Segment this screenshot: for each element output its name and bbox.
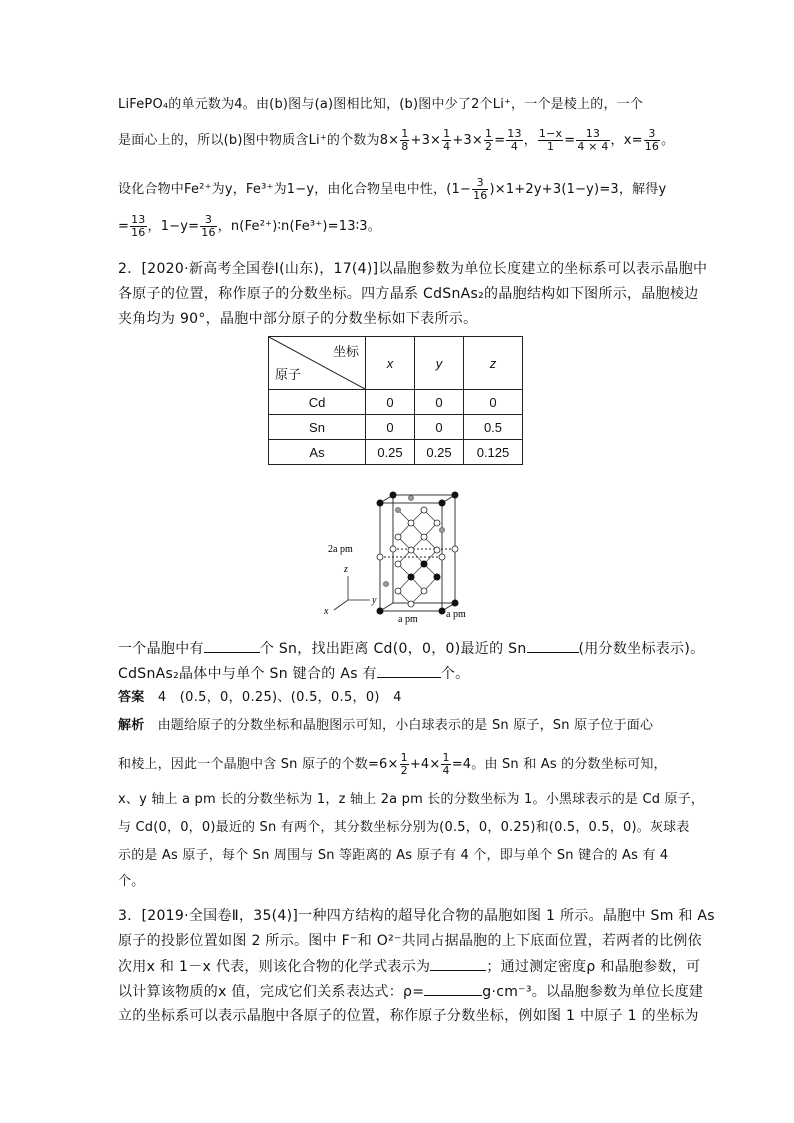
denominator: 16 (644, 140, 660, 153)
question-3-line-5: 立的坐标系可以表示晶胞中各原子的位置，称作原子分数坐标，例如图 1 中原子 1 的坐标为 (118, 1008, 699, 1024)
axis-label-x: x (324, 606, 329, 617)
label-a-pm-side: a pm (446, 609, 466, 620)
analysis-label: 解析 (118, 718, 145, 733)
crystal-structure-figure (318, 488, 478, 626)
fraction (484, 128, 493, 153)
question-3-line-2: 原子的投影位置如图 2 所示。图中 F⁻和 O²⁻共同占据晶胞的上下底面位置，若两者的比例依 (118, 933, 702, 949)
denominator: 16 (131, 226, 146, 239)
value-cell: 0 (415, 390, 464, 415)
fraction (442, 128, 451, 153)
text: ，x= (610, 133, 643, 148)
text: (用分数坐标表示)。 (578, 641, 705, 657)
answer-blank[interactable] (204, 638, 260, 653)
analysis-line-6: 个。 (118, 874, 145, 889)
text: 。 (661, 133, 675, 148)
fraction (441, 752, 450, 777)
analysis-line-4: 与 Cd(0，0，0)最近的 Sn 有两个，其分数坐标分别为(0.5，0，0.25)和(0.5，0.5，0)。灰球表 (118, 820, 690, 835)
text: )×1+2y+3(1−y)=3，解得y (489, 182, 667, 197)
question-2-line-2: 各原子的位置，称作原子的分数坐标。四方晶系 CdSnAs₂的晶胞结构如下图所示，晶胞棱边 (118, 286, 699, 302)
explanation-line-2 (118, 128, 678, 153)
text: +3× (452, 133, 483, 148)
fraction (130, 214, 146, 239)
denominator: 4 × 4 (577, 140, 609, 153)
question-3-line-1: 3．[2019·全国卷Ⅱ，35(4)]一种四方结构的超导化合物的晶胞如图 1 所示。晶胞中 Sm 和 As (118, 908, 715, 924)
axis-label-y: y (372, 595, 377, 606)
text: 次用x 和 1－x 代表，则该化合物的化学式表示为 (118, 959, 431, 975)
question-2-blanks-line-2 (118, 663, 678, 684)
bond-network (398, 510, 437, 604)
fraction (644, 128, 660, 153)
table-row (269, 440, 523, 465)
value-cell: 0.25 (366, 440, 415, 465)
text: 和棱上，因此一个晶胞中含 Sn 原子的个数=6× (118, 757, 399, 772)
text: ， (523, 133, 537, 148)
explanation-line-3 (118, 177, 678, 202)
answer-label: 答案 (118, 690, 145, 705)
answer-blank[interactable] (424, 981, 482, 996)
text: 个。 (440, 666, 470, 682)
unit-cell-frame (380, 495, 455, 611)
denominator: 2 (400, 764, 408, 777)
question-3-line-4 (118, 981, 704, 1002)
text: 设化合物中Fe²⁺为y，Fe³⁺为1−y，由化合物呈电中性，(1− (118, 182, 472, 197)
numerator: 13 (507, 127, 522, 140)
denominator: 4 (442, 764, 450, 777)
col-header-x: x (366, 337, 415, 390)
value-cell: 0.25 (415, 440, 464, 465)
col-header-z: z (464, 337, 523, 390)
answer-blank[interactable] (377, 663, 441, 678)
numerator: 3 (644, 128, 660, 141)
value-cell: 0 (366, 415, 415, 440)
analysis-line-2 (118, 752, 678, 777)
value-cell: 0 (366, 390, 415, 415)
fraction (506, 128, 522, 153)
denominator: 4 (443, 140, 451, 153)
numerator: 1 (401, 127, 409, 140)
analysis-line-3: x、y 轴上 a pm 长的分数坐标为 1，z 轴上 2a pm 长的分数坐标为 1。小黑球表示的是 Cd 原子， (118, 792, 705, 807)
table-row (269, 390, 523, 415)
answer-line (118, 688, 678, 708)
atom-cell: Cd (269, 390, 366, 415)
text: LiFePO₄的单元数为4。由(b)图与(a)图相比知，(b)图中少了2个Li⁺，一个是棱上的，一个 (118, 97, 644, 112)
fraction (538, 128, 563, 153)
text: ，1−y= (147, 219, 200, 234)
text: 一个晶胞中有 (118, 641, 204, 657)
value-cell: 0.125 (464, 440, 523, 465)
numerator: 1 (443, 127, 451, 140)
text: 个 Sn，找出距离 Cd(0，0，0)最近的 Sn (259, 641, 527, 657)
answer-blank[interactable] (430, 956, 486, 971)
text: 以计算该物质的x 值，完成它们关系表达式：ρ= (118, 984, 425, 1000)
denominator: 4 (510, 140, 519, 153)
text: 由题给原子的分数坐标和晶胞图示可知，小白球表示的是 Sn 原子，Sn 原子位于面心 (157, 718, 654, 733)
numerator: 1−x (538, 127, 563, 140)
question-3-line-3 (118, 956, 701, 977)
header-atom: 原子 (275, 367, 302, 382)
header-coordinate: 坐标 (332, 344, 359, 359)
numerator: 3 (200, 214, 216, 227)
text: ，n(Fe²⁺)∶n(Fe³⁺)=13∶3。 (217, 219, 381, 234)
text: = (118, 219, 130, 234)
numerator: 1 (442, 751, 450, 764)
text: = (494, 133, 506, 148)
analysis-line-5: 示的是 As 原子，每个 Sn 周围与 Sn 等距离的 As 原子有 4 个，即与单个 Sn 键合的 As 有 4 (118, 848, 669, 863)
label-2a-pm: 2a pm (328, 544, 353, 555)
answer-blank[interactable] (527, 638, 579, 653)
text: +4× (409, 757, 441, 772)
value-cell: 0 (415, 415, 464, 440)
col-header-y: y (415, 337, 464, 390)
text: g·cm⁻³。以晶胞参数为单位长度建 (482, 984, 704, 1000)
denominator: 16 (473, 189, 488, 202)
denominator: 2 (485, 140, 493, 153)
axis-triad (334, 576, 370, 610)
atom-cell: As (269, 440, 366, 465)
analysis-line-1 (118, 716, 678, 736)
denominator: 8 (401, 140, 409, 153)
text: CdSnAs₂晶体中与单个 Sn 键合的 As 有 (118, 666, 377, 682)
text: +3× (410, 133, 442, 148)
text: 是面心上的，所以(b)图中物质含Li⁺的个数为8× (118, 133, 400, 148)
denominator: 1 (546, 140, 555, 153)
fraction (472, 177, 488, 202)
value-cell: 0 (464, 390, 523, 415)
numerator: 1 (485, 127, 493, 140)
denominator: 16 (201, 226, 216, 239)
explanation-line-1 (118, 95, 678, 115)
text: = (564, 133, 576, 148)
question-2-line-1: 2．[2020·新高考全国卷Ⅰ(山东)，17(4)]以晶胞参数为单位长度建立的坐标系可以表示晶胞中 (118, 261, 708, 277)
fraction (400, 752, 409, 777)
answer-text: 4 (0.5，0，0.25)、(0.5，0.5，0) 4 (157, 690, 402, 705)
table-row (269, 415, 523, 440)
axis-label-z: z (344, 564, 348, 575)
atom-cell: Sn (269, 415, 366, 440)
numerator: 13 (576, 128, 609, 141)
label-a-pm-bottom: a pm (398, 614, 418, 625)
question-2-blanks-line-1 (118, 638, 705, 659)
text: ；通过测定密度ρ 和晶胞参数，可 (486, 959, 701, 975)
fraction (400, 128, 409, 153)
fraction (200, 214, 216, 239)
numerator: 1 (400, 751, 408, 764)
numerator: 3 (472, 177, 488, 190)
numerator: 13 (131, 213, 146, 226)
question-2-line-3: 夹角均为 90°，晶胞中部分原子的分数坐标如下表所示。 (118, 311, 478, 327)
fractional-coordinate-table (268, 336, 523, 465)
fraction (576, 128, 609, 153)
text: =4。由 Sn 和 As 的分数坐标可知， (451, 757, 667, 772)
value-cell: 0.5 (464, 415, 523, 440)
explanation-line-4 (118, 214, 678, 239)
cd-atoms (377, 492, 458, 614)
table-corner-header (269, 337, 366, 390)
